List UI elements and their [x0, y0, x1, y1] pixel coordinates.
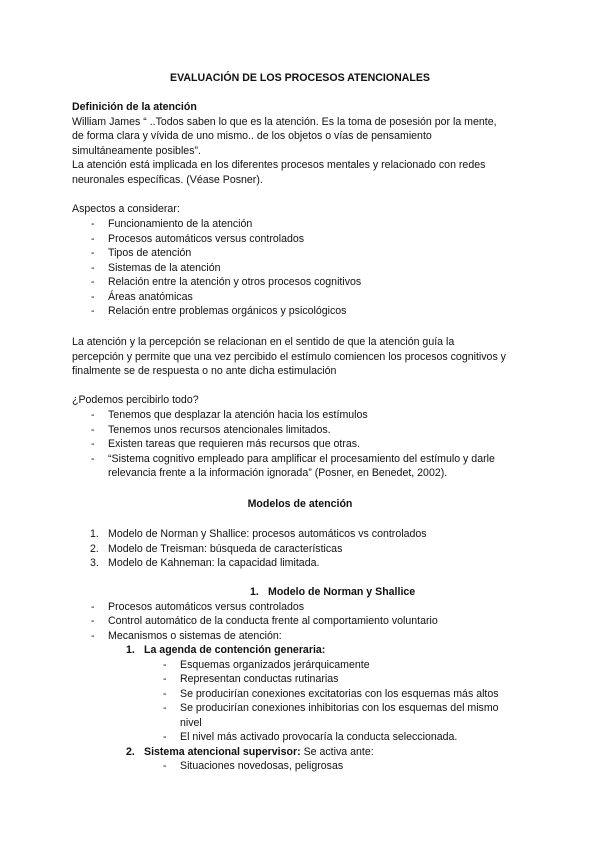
question-item: Tenemos unos recursos atencionales limitados. — [108, 423, 331, 436]
sub-item: Situaciones novedosas, peligrosas — [180, 760, 344, 772]
models-heading: Modelos de atención — [247, 498, 353, 510]
model-number: 1. — [90, 528, 99, 540]
section-number: 1. — [250, 586, 259, 598]
sub-item: nivel — [180, 716, 202, 729]
aspect-item: Áreas anatómicas — [108, 290, 193, 303]
aspect-item: Procesos automáticos versus controlados — [108, 232, 305, 245]
model-item: Modelo de Treisman: búsqueda de características — [108, 542, 343, 555]
model-item: Modelo de Norman y Shallice: procesos automáticos vs controlados — [108, 528, 427, 540]
aspect-item: Relación entre la atención y otros procesos cognitivos — [108, 276, 362, 288]
question-quote-line: “Sistema cognitivo empleado para amplificar el procesamiento del estímulo y darle — [108, 452, 495, 465]
norman-item: Control automático de la conducta frente al comportamiento voluntario — [108, 615, 438, 627]
question-item: Existen tareas que requieren más recursos que otras. — [108, 438, 361, 450]
list-bullet: - — [91, 305, 95, 317]
list-bullet: - — [163, 673, 167, 685]
norman-item: Procesos automáticos versus controlados — [108, 600, 305, 613]
list-bullet: - — [163, 658, 167, 671]
definition-line: La atención está implicada en los diferentes procesos mentales y relacionado con redes — [72, 159, 486, 171]
perception-line: percepción y permite que una vez percibido el estímulo comiencen los procesos cognitivos y — [72, 350, 506, 363]
model-number: 2. — [90, 542, 99, 555]
subsection-rest: Se activa ante: — [300, 745, 374, 758]
list-bullet: - — [91, 232, 95, 245]
question-item: Tenemos que desplazar la atención hacia los estímulos — [108, 409, 368, 421]
subsection-number: 1. — [126, 644, 135, 656]
list-bullet: - — [91, 276, 95, 288]
list-bullet: - — [91, 615, 95, 627]
list-bullet: - — [163, 760, 167, 772]
aspect-item: Funcionamiento de la atención — [108, 218, 253, 230]
sub-item: El nivel más activado provocaría la conducta seleccionada. — [180, 731, 458, 743]
aspect-item: Tipos de atención — [108, 247, 192, 259]
subsection-line — [144, 745, 374, 760]
subsection-number: 2. — [126, 745, 135, 758]
definition-heading: Definición de la atención — [72, 101, 197, 113]
subsection-title: La agenda de contención generaria: — [144, 644, 326, 656]
list-bullet: - — [91, 247, 95, 259]
sub-item: Representan conductas rutinarias — [180, 673, 339, 685]
definition-line: simultáneamente posibles”. — [72, 144, 201, 157]
question-quote-line: relevancia frente a la información ignorada” (Posner, en Benedet, 2002). — [108, 467, 448, 479]
definition-line: de forma clara y vívida de uno mismo.. de los objetos o vías de pensamiento — [72, 130, 432, 142]
sub-item: Se producirían conexiones inhibitorias con los esquemas del mismo — [180, 702, 499, 714]
sub-item: Esquemas organizados jerárquicamente — [180, 658, 370, 671]
aspect-item: Sistemas de la atención — [108, 261, 221, 274]
list-bullet: - — [91, 423, 95, 436]
list-bullet: - — [91, 452, 95, 465]
list-bullet: - — [163, 702, 167, 714]
model-number: 3. — [90, 557, 99, 569]
perception-line: La atención y la percepción se relacionan en el sentido de que la atención guía la — [72, 336, 455, 348]
subsection-title: Sistema atencional supervisor: — [144, 745, 301, 758]
definition-line: William James “ ..Todos saben lo que es la atención. Es la toma de posesión por la mente, — [72, 115, 497, 128]
list-bullet: - — [163, 687, 167, 700]
list-bullet: - — [91, 438, 95, 450]
norman-item: Mecanismos o sistemas de atención: — [108, 629, 282, 642]
aspects-heading: Aspectos a considerar: — [72, 203, 180, 215]
list-bullet: - — [91, 218, 95, 230]
list-bullet: - — [91, 409, 95, 421]
list-bullet: - — [91, 290, 95, 303]
document-title: EVALUACIÓN DE LOS PROCESOS ATENCIONALES — [170, 72, 430, 84]
perception-line: finalmente se de respuesta o no ante dicha estimulación — [72, 365, 337, 377]
norman-heading: Modelo de Norman y Shallice — [268, 586, 416, 598]
definition-line: neuronales específicas. (Véase Posner). — [72, 173, 263, 186]
sub-item: Se producirían conexiones excitatorias con los esquemas más altos — [180, 687, 499, 700]
aspect-item: Relación entre problemas orgánicos y psicológicos — [108, 305, 347, 317]
list-bullet: - — [91, 261, 95, 274]
list-bullet: - — [163, 731, 167, 743]
list-bullet: - — [91, 600, 95, 613]
list-bullet: - — [91, 629, 95, 642]
question-heading: ¿Podemos percibirlo todo? — [72, 394, 199, 406]
model-item: Modelo de Kahneman: la capacidad limitada. — [108, 557, 320, 569]
